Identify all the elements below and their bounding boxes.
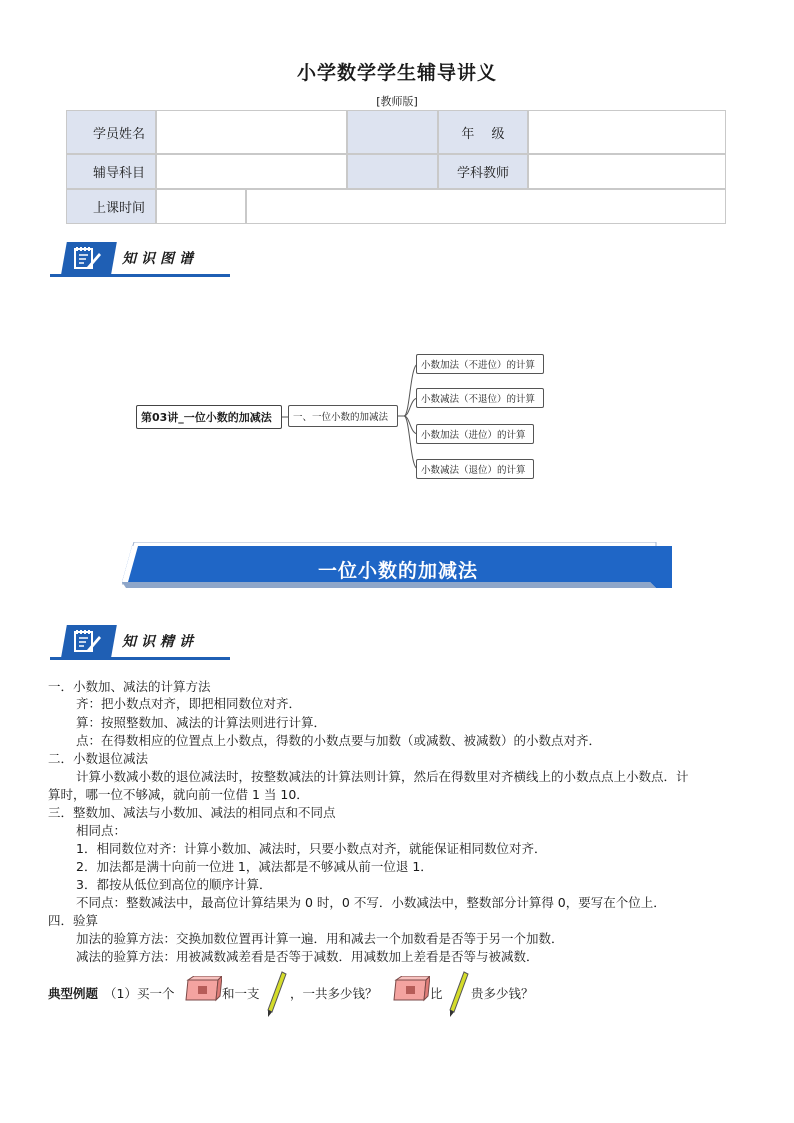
- mind-map-leaf: 小数减法（退位）的计算: [416, 459, 534, 479]
- content-line: 齐：把小数点对齐，即把相同数位对齐．: [76, 696, 302, 711]
- eraser-icon: [182, 976, 222, 1006]
- example-text: （1）买一个: [104, 986, 175, 1001]
- content-line: 2．加法都是满十向前一位进 1，减法都是不够减从前一位退 1．: [76, 859, 433, 874]
- content-line: 算时，哪一位不够减，就向前一位借 1 当 10．: [48, 787, 309, 802]
- pencil-icon: [264, 970, 288, 1018]
- grade-label: 年 级: [438, 110, 528, 154]
- teacher-label: 学科教师: [438, 154, 528, 189]
- heading-3: 三．整数加、减法与小数加、减法的相同点和不同点: [48, 805, 336, 820]
- heading-2: 二．小数退位减法: [48, 751, 149, 766]
- pencil-icon: [446, 970, 470, 1018]
- content-line: 减法的验算方法：用被减数减差看是否等于减数．用减数加上差看是否等与被减数．: [76, 949, 539, 964]
- mind-map-leaf: 小数加法（不进位）的计算: [416, 354, 544, 374]
- example-text: 贵多少钱？: [471, 986, 534, 1001]
- content-line: 相同点：: [76, 823, 127, 838]
- heading-1: 一．小数加、减法的计算方法: [48, 679, 211, 694]
- mind-map-leaf: 小数加法（进位）的计算: [416, 424, 534, 444]
- student-name-label: 学员姓名: [66, 110, 156, 154]
- content-line: 不同点：整数减法中，最高位计算结果为 0 时，0 不写．小数减法中，整数部分计算得 0，要写在个位上．: [76, 895, 666, 910]
- section-underline: [50, 657, 230, 660]
- content-line: 算：按照整数加、减法的计算法则进行计算．: [76, 715, 327, 730]
- eraser-icon: [390, 976, 430, 1006]
- example-text: ，一共多少钱？: [290, 986, 378, 1001]
- notepad-pencil-icon: [72, 628, 102, 654]
- example-label: 典型例题: [48, 986, 99, 1001]
- mind-map-branch: 一、一位小数的加减法: [288, 405, 398, 427]
- class-time-label: 上课时间: [66, 189, 156, 224]
- section-title: 知识图谱: [122, 251, 198, 267]
- mind-map-leaf: 小数减法（不退位）的计算: [416, 388, 544, 408]
- content-line: 加法的验算方法：交换加数位置再计算一遍．用和减去一个加数看是否等于另一个加数．: [76, 931, 564, 946]
- lesson-banner: [122, 542, 674, 590]
- content-line: 计算小数减小数的退位减法时，按整数减法的计算法则计算，然后在得数里对齐横线上的小数点点上小数点．计: [76, 769, 689, 784]
- banner-title: 一位小数的加减法: [317, 560, 478, 582]
- subject-label: 辅导科目: [66, 154, 156, 189]
- section-header-knowledge-explain: [50, 625, 230, 665]
- document-subtitle: [教师版]: [376, 95, 418, 108]
- section-title: 知识精讲: [122, 634, 198, 650]
- content-line: 1．相同数位对齐：计算小数加、减法时，只要小数点对齐，就能保证相同数位对齐．: [76, 841, 547, 856]
- content-line: 点：在得数相应的位置点上小数点，得数的小数点要与加数（或减数、被减数）的小数点对齐．: [76, 733, 602, 748]
- content-line: 3．都按从低位到高位的顺序计算．: [76, 877, 272, 892]
- document-title: 小学数学学生辅导讲义: [296, 62, 497, 84]
- heading-4: 四．验算: [48, 913, 99, 928]
- mind-map-root: 第03讲_一位小数的加减法: [136, 405, 282, 429]
- example-text: 和一支: [222, 986, 260, 1001]
- example-text: 比: [430, 986, 443, 1001]
